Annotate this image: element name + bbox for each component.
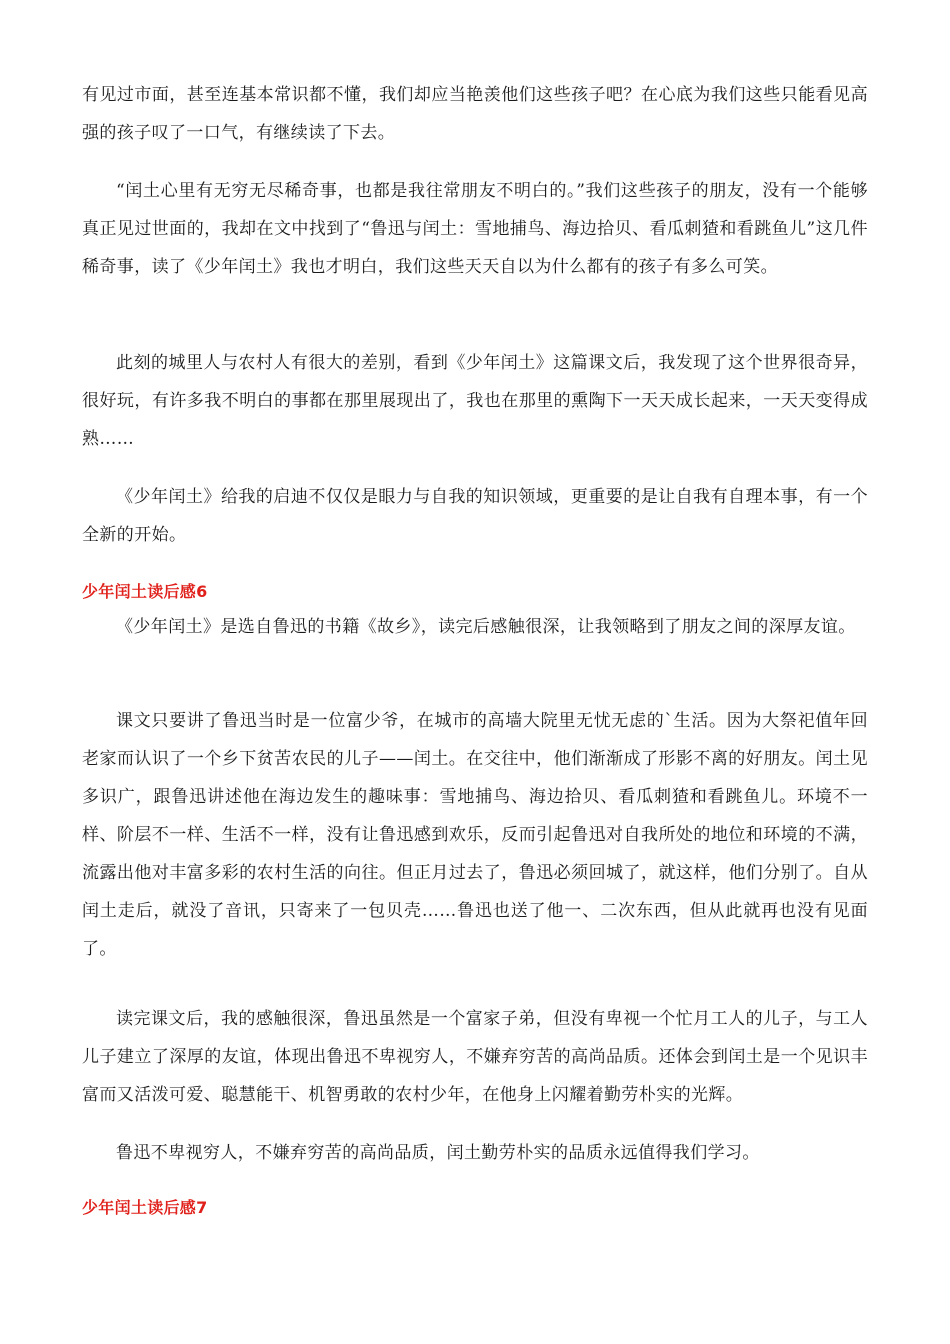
paragraph-conclusion: 鲁迅不卑视穷人，不嫌弃穷苦的高尚品质，闰土勤劳朴实的品质永远值得我们学习。 (116, 1143, 760, 1163)
paragraph-intro: 《少年闰土》是选自鲁迅的书籍《故乡》，读完后感触很深，让我领略到了朋友之间的深厚友谊。 (116, 617, 856, 637)
paragraph-story-summary: 课文只要讲了鲁迅当时是一位富少爷，在城市的高墙大院里无忧无虑的`生活。因为大祭祀值年回老家而认识了一个乡下贫苦农民的儿子——闰土。在交往中，他们渐渐成了形影不离的好朋友。闰土见多识广，跟鲁迅讲述他在海边发生的趣味事：雪地捕鸟、海边拾贝、看瓜刺猹和看跳鱼儿。环境不一样、阶层不一样、生活不一样，没有让鲁迅感到欢乐，反而引起鲁迅对自我所处的地位和环境的不满，流露出他对丰富多彩的农村生活的向往。但正月过去了，鲁迅必须回城了，就这样，他们分别了。自从闰土走后，就没了音讯，只寄来了一包贝壳……鲁迅也送了他一、二次东西，但从此就再也没有见面了。 (82, 711, 868, 959)
section-heading-7: 少年闰土读后感7 (82, 1198, 208, 1217)
paragraph-city-vs-village: 此刻的城里人与农村人有很大的差别，看到《少年闰土》这篇课文后，我发现了这个世界很奇异，很好玩，有许多我不明白的事都在那里展现出了，我也在那里的熏陶下一天天成长起来，一天天变得成熟…… (82, 353, 868, 449)
paragraph-reflection: 读完课文后，我的感触很深，鲁迅虽然是一个富家子弟，但没有卑视一个忙月工人的儿子，与工人儿子建立了深厚的友谊，体现出鲁迅不卑视穷人，不嫌弃穷苦的高尚品质。还体会到闰土是一个见识丰富而又活泼可爱、聪慧能干、机智勇敢的农村少年，在他身上闪耀着勤劳朴实的光辉。 (82, 1009, 868, 1105)
section-heading-6: 少年闰土读后感6 (82, 582, 208, 601)
paragraph-inspiration: 《少年闰土》给我的启迪不仅仅是眼力与自我的知识领域，更重要的是让自我有自理本事，有一个全新的开始。 (82, 487, 868, 545)
paragraph-continuation: 有见过市面，甚至连基本常识都不懂，我们却应当艳羡他们这些孩子吧？在心底为我们这些只能看见高强的孩子叹了一口气，有继续读了下去。 (82, 85, 868, 143)
paragraph-quote: “闰土心里有无穷无尽稀奇事，也都是我往常朋友不明白的。”我们这些孩子的朋友，没有一个能够真正见过世面的，我却在文中找到了“鲁迅与闰土：雪地捕鸟、海边拾贝、看瓜刺猹和看跳鱼儿”这几件稀奇事，读了《少年闰土》我也才明白，我们这些天天自以为什么都有的孩子有多么可笑。 (82, 181, 868, 277)
